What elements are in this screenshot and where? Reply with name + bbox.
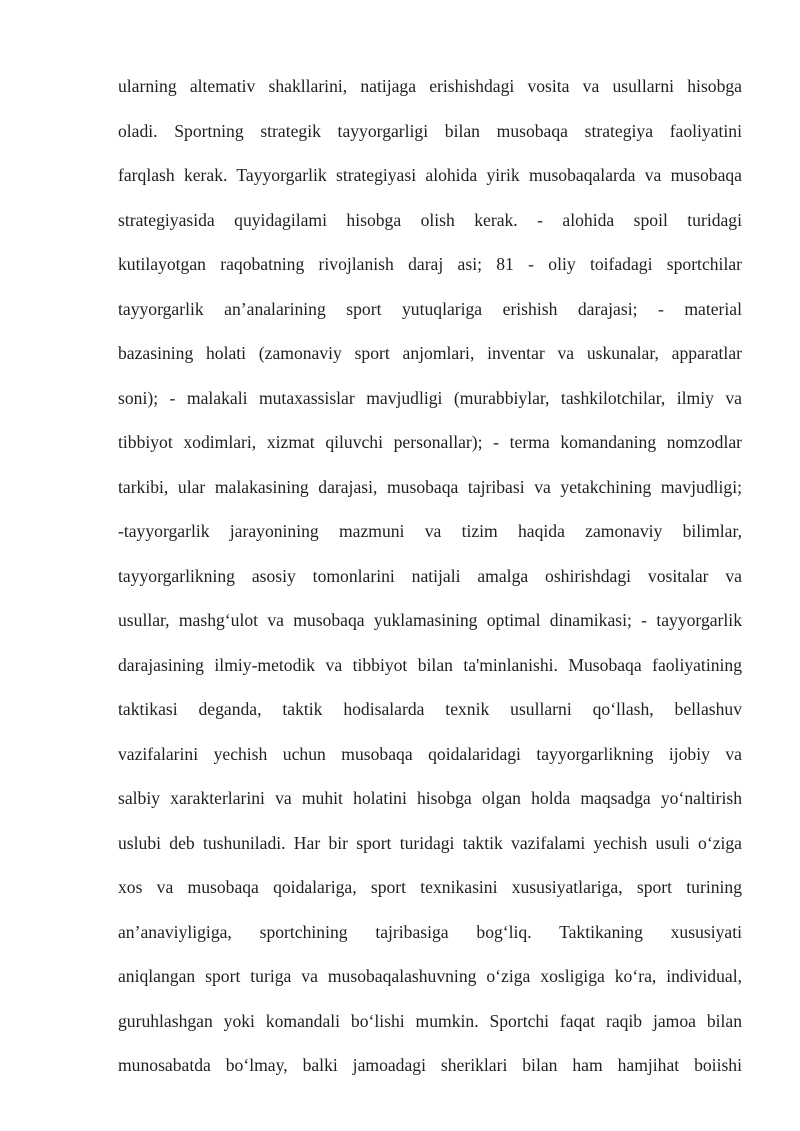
text-line: guruhlashgan yoki komandali bo‘lishi mumkin. Sportchi faqat raqib jamoa bilan	[118, 1011, 742, 1031]
text-line: darajasining ilmiy-metodik va tibbiyot bilan ta'minlanishi. Musobaqa faoliyatining	[118, 655, 742, 675]
text-line: oladi. Sportning strategik tayyorgarligi bilan musobaqa strategiya faoliyatini	[118, 121, 742, 141]
text-line: an’anaviyligiga, sportchining tajribasiga bog‘liq. Taktikaning xususiyati	[118, 922, 742, 942]
text-line: strategiyasida quyidagilami hisobga olish kerak. - alohida spoil turidagi	[118, 210, 742, 230]
text-line: salbiy xarakterlarini va muhit holatini hisobga olgan holda maqsadga yo‘naltirish	[118, 788, 742, 808]
text-line: usullar, mashg‘ulot va musobaqa yuklamasining optimal dinamikasi; - tayyorgarlik	[118, 610, 742, 630]
text-line: tibbiyot xodimlari, xizmat qiluvchi personallar); - terma komandaning nomzodlar	[118, 432, 742, 452]
text-line: soni); - malakali mutaxassislar mavjudligi (murabbiylar, tashkilotchilar, ilmiy va	[118, 388, 742, 408]
text-line: tarkibi, ular malakasining darajasi, musobaqa tajribasi va yetakchining mavjudligi;	[118, 477, 742, 497]
text-line: munosabatda bo‘lmay, balki jamoadagi sheriklari bilan ham hamjihat boiishi	[118, 1055, 742, 1075]
text-line: xos va musobaqa qoidalariga, sport texnikasini xususiyatlariga, sport turining	[118, 877, 742, 897]
text-line: tayyorgarlik an’analarining sport yutuqlariga erishish darajasi; - material	[118, 299, 742, 319]
text-line: vazifalarini yechish uchun musobaqa qoidalaridagi tayyorgarlikning ijobiy va	[118, 744, 742, 764]
text-line: taktikasi deganda, taktik hodisalarda texnik usullarni qo‘llash, bellashuv	[118, 699, 742, 719]
text-line: kutilayotgan raqobatning rivojlanish daraj asi; 81 - oliy toifadagi sportchilar	[118, 254, 742, 274]
text-line: aniqlangan sport turiga va musobaqalashuvning o‘ziga xosligiga ko‘ra, individual,	[118, 966, 742, 986]
text-line: tayyorgarlikning asosiy tomonlarini natijali amalga oshirishdagi vositalar va	[118, 566, 742, 586]
text-line: farqlash kerak. Tayyorgarlik strategiyasi alohida yirik musobaqalarda va musobaqa	[118, 165, 742, 185]
text-line: uslubi deb tushuniladi. Har bir sport turidagi taktik vazifalami yechish usuli o‘ziga	[118, 833, 742, 853]
text-line: -tayyorgarlik jarayonining mazmuni va tizim haqida zamonaviy bilimlar,	[118, 521, 742, 541]
text-line: bazasining holati (zamonaviy sport anjomlari, inventar va uskunalar, apparatlar	[118, 343, 742, 363]
text-line: ularning altemativ shakllarini, natijaga erishishdagi vosita va usullarni hisobga	[118, 76, 742, 96]
